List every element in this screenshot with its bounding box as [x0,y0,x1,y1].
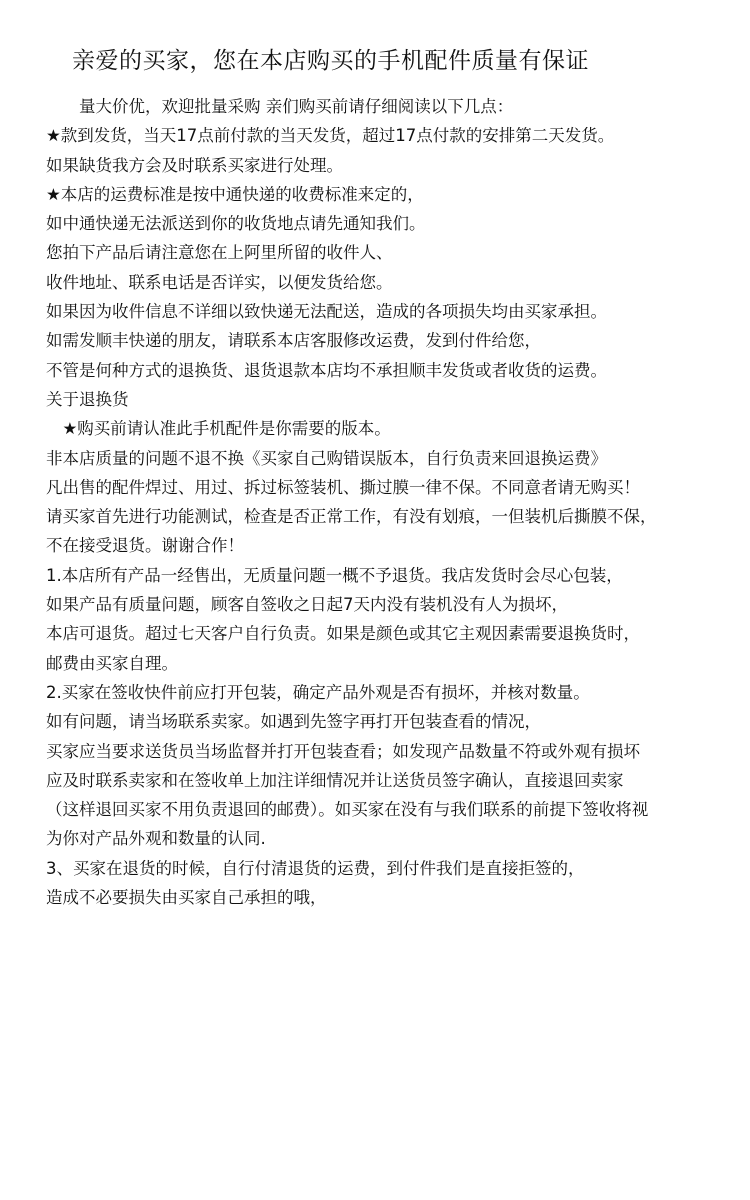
text-line: 量大价优，欢迎批量采购 亲们购买前请仔细阅读以下几点： [46,97,514,116]
text-line: 如果因为收件信息不详细以致快递无法配送，造成的各项损失均由买家承担。 [46,302,607,322]
text-line: 非本店质量的问题不退不换《买家自己购错误版本，自行负责来回退换运费》 [46,448,607,468]
text-line: 如需发顺丰快递的朋友，请联系本店客服修改运费，发到付件给您， [46,331,541,351]
text-line: 收件地址、联系电话是否详实，以便发货给您。 [46,272,393,292]
text-line: 为你对产品外观和数量的认同. [46,829,266,849]
text-line: 应及时联系卖家和在签收单上加注详细情况并让送货员签字确认，直接退回卖家 [46,770,624,790]
text-line: 造成不必要损失由买家自己承担的哦， [46,888,327,908]
section-heading: 关于退换货 [46,389,129,409]
text-line: 您拍下产品后请注意您在上阿里所留的收件人、 [46,243,393,263]
text-line: 3、买家在退货的时候，自行付清退货的运费，到付件我们是直接拒签的， [46,858,585,878]
text-line: 本店可退货。超过七天客户自行负责。如果是颜色或其它主观因素需要退换货时， [46,624,640,644]
text-line: ★购买前请认准此手机配件是你需要的版本。 [46,419,391,439]
text-line: 不在接受退货。谢谢合作！ [46,536,244,556]
text-line: 如果缺货我方会及时联系买家进行处理。 [46,155,343,175]
text-line: 请买家首先进行功能测试，检查是否正常工作，有没有划痕，一但装机后撕膜不保， [46,507,657,527]
notice-text-block [46,92,746,912]
text-line: 买家应当要求送货员当场监督并打开包装查看；如发现产品数量不符或外观有损坏 [46,741,640,761]
text-line: 如果产品有质量问题，顾客自签收之日起7天内没有装机没有人为损坏， [46,595,568,615]
text-line: （这样退回买家不用负责退回的邮费）。如买家在没有与我们联系的前提下签收将视 [46,800,649,820]
text-line: ★本店的运费标准是按中通快递的收费标准来定的， [46,184,424,204]
text-line: 如中通快递无法派送到你的收货地点请先通知我们。 [46,214,426,234]
text-line: 凡出售的配件焊过、用过、拆过标签装机、撕过膜一律不保。不同意者请无购买！ [46,477,640,497]
page-title: 亲爱的买家，您在本店购买的手机配件质量有保证 [72,48,589,74]
text-line: 如有问题，请当场联系卖家。如遇到先签字再打开包装查看的情况， [46,712,541,732]
text-line: ★款到发货，当天17点前付款的当天发货，超过17点付款的安排第二天发货。 [46,126,615,146]
text-line: 邮费由买家自理。 [46,653,178,673]
text-line: 2.买家在签收快件前应打开包装，确定产品外观是否有损坏，并核对数量。 [46,682,590,702]
text-line: 不管是何种方式的退换货、退货退款本店均不承担顺丰发货或者收货的运费。 [46,360,607,380]
text-line: 1.本店所有产品一经售出，无质量问题一概不予退货。我店发货时会尽心包装， [46,565,623,585]
